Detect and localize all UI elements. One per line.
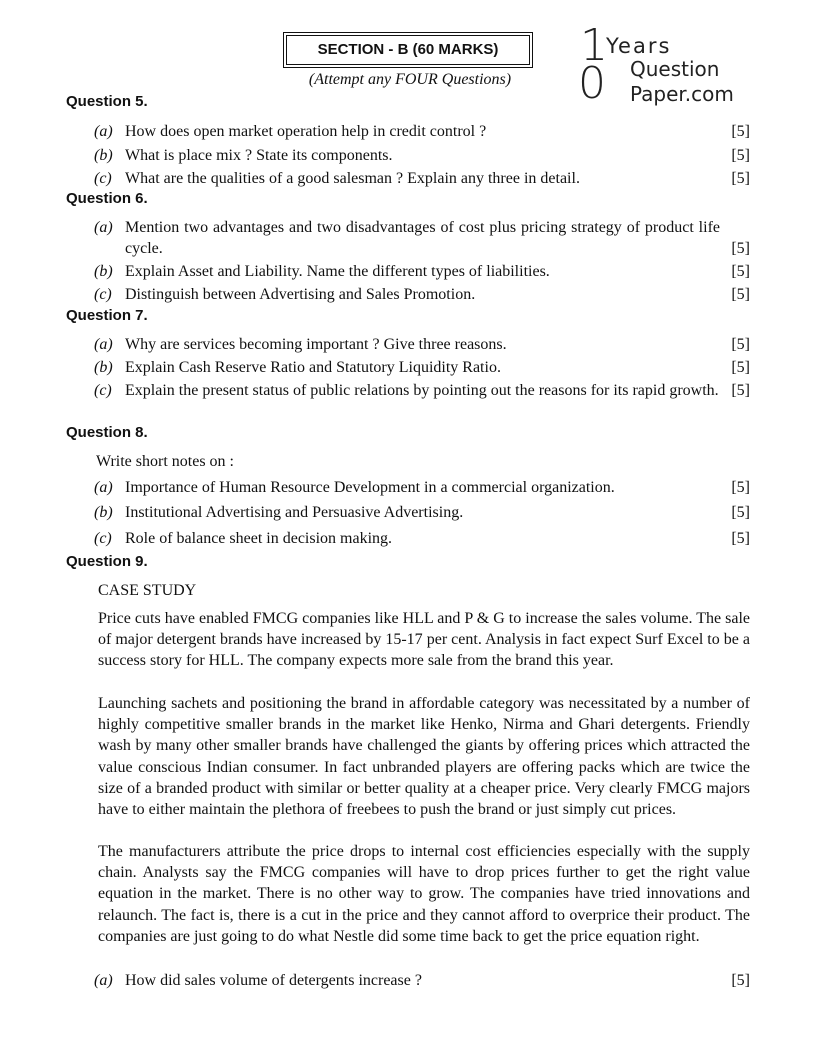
item-label: (a) — [94, 219, 113, 236]
item-marks: [5] — [731, 479, 750, 496]
item-text: Mention two advantages and two disadvantages of cost plus pricing strategy of product life cycle. — [125, 219, 720, 257]
question-8-title: Question 8. — [66, 424, 148, 441]
question-6-title: Question 6. — [66, 190, 148, 207]
case-paragraph-1: Price cuts have enabled FMCG companies like HLL and P & G to increase the sales volume. The sale of major detergent brands have increased by 15-17 per cent. Analysis in fact expect Surf Excel to be a success story for HLL. The company expects more sale from the brand this year. — [98, 610, 750, 670]
case-paragraph-3: The manufacturers attribute the price drops to internal cost efficiencies especially with the supply chain. Analysts say the FMCG companies will have to drop prices further to get the right value equation in the market. There is no other way to grow. The companies have tried innovations and relaunch. The fact is, there is a cut in the price and they cannot afford to overprice their product. The companies are just going to do what Nestle did some time back to get the price equation right. — [98, 843, 750, 945]
item-text: Importance of Human Resource Development in a commercial organization. — [125, 479, 615, 496]
logo-digit-zero: 0 — [578, 58, 606, 109]
site-logo — [578, 20, 738, 109]
item-label: (a) — [94, 123, 113, 140]
logo-word-paper: Paper.com — [630, 82, 734, 106]
item-marks: [5] — [731, 147, 750, 164]
question-9-title: Question 9. — [66, 553, 148, 570]
item-text: What are the qualities of a good salesman ? Explain any three in detail. — [125, 170, 580, 187]
item-label: (b) — [94, 147, 113, 164]
item-label: (a) — [94, 972, 113, 989]
question-7-title: Question 7. — [66, 307, 148, 324]
item-text: How did sales volume of detergents increase ? — [125, 972, 422, 989]
question-8b — [94, 502, 750, 523]
item-label: (c) — [94, 530, 112, 547]
item-marks: [5] — [731, 170, 750, 187]
item-label: (b) — [94, 359, 113, 376]
question-7c — [94, 380, 750, 401]
item-text: Role of balance sheet in decision making. — [125, 530, 393, 547]
item-marks: [5] — [731, 530, 750, 547]
item-marks: [5] — [731, 286, 750, 303]
item-marks: [5] — [731, 382, 750, 399]
question-5-title: Question 5. — [66, 93, 148, 110]
instruction: (Attempt any FOUR Questions) — [308, 71, 512, 88]
logo-word-question: Question — [630, 57, 720, 81]
item-label: (c) — [94, 382, 112, 399]
item-marks: [5] — [731, 972, 750, 989]
case-study-heading: CASE STUDY — [98, 582, 197, 599]
item-marks: [5] — [731, 123, 750, 140]
item-marks: [5] — [731, 504, 750, 521]
question-7a — [94, 334, 750, 355]
question-9a — [94, 970, 750, 991]
question-8c — [94, 528, 750, 549]
item-text: Explain the present status of public relations by pointing out the reasons for its rapid growth. — [125, 382, 719, 399]
question-5c — [94, 168, 750, 189]
question-5b — [94, 145, 750, 166]
question-6a — [94, 217, 750, 259]
item-label: (c) — [94, 170, 112, 187]
item-marks: [5] — [731, 359, 750, 376]
item-text: Explain Cash Reserve Ratio and Statutory Liquidity Ratio. — [125, 359, 501, 376]
item-label: (a) — [94, 479, 113, 496]
item-text: Explain Asset and Liability. Name the different types of liabilities. — [125, 263, 550, 280]
question-7b — [94, 357, 750, 378]
item-label: (c) — [94, 286, 112, 303]
item-text: Institutional Advertising and Persuasive Advertising. — [125, 504, 464, 521]
item-marks: [5] — [731, 263, 750, 280]
question-5a — [94, 121, 750, 142]
logo-digit-one: 1 — [580, 20, 608, 71]
section-title: SECTION - B (60 MARKS) — [286, 35, 530, 65]
item-marks: [5] — [731, 336, 750, 353]
item-text: How does open market operation help in credit control ? — [125, 123, 487, 140]
question-8a — [94, 477, 750, 498]
item-label: (b) — [94, 263, 113, 280]
item-text: Why are services becoming important ? Give three reasons. — [125, 336, 507, 353]
question-8-intro: Write short notes on : — [96, 453, 234, 470]
question-6c — [94, 284, 750, 305]
item-text: What is place mix ? State its components. — [125, 147, 393, 164]
logo-word-years: Years — [606, 34, 672, 58]
case-paragraph-2: Launching sachets and positioning the brand in affordable category was necessitated by a number of highly competitive smaller brands in the market like Henko, Nirma and Ghari detergents. Friendly wash by many other smaller brands have challenged the giants by offering prices which attracted the value conscious Indian consumer. In fact unbranded players are offering packs which are twice the size of a branded product with similar or better quality at a cheaper price. Very clearly FMCG majors have to either maintain the plethora of freebees to push the brand or just simply cut prices. — [98, 695, 750, 819]
question-6b — [94, 261, 750, 282]
item-label: (a) — [94, 336, 113, 353]
item-label: (b) — [94, 504, 113, 521]
item-marks: [5] — [731, 240, 750, 257]
item-text: Distinguish between Advertising and Sales Promotion. — [125, 286, 476, 303]
